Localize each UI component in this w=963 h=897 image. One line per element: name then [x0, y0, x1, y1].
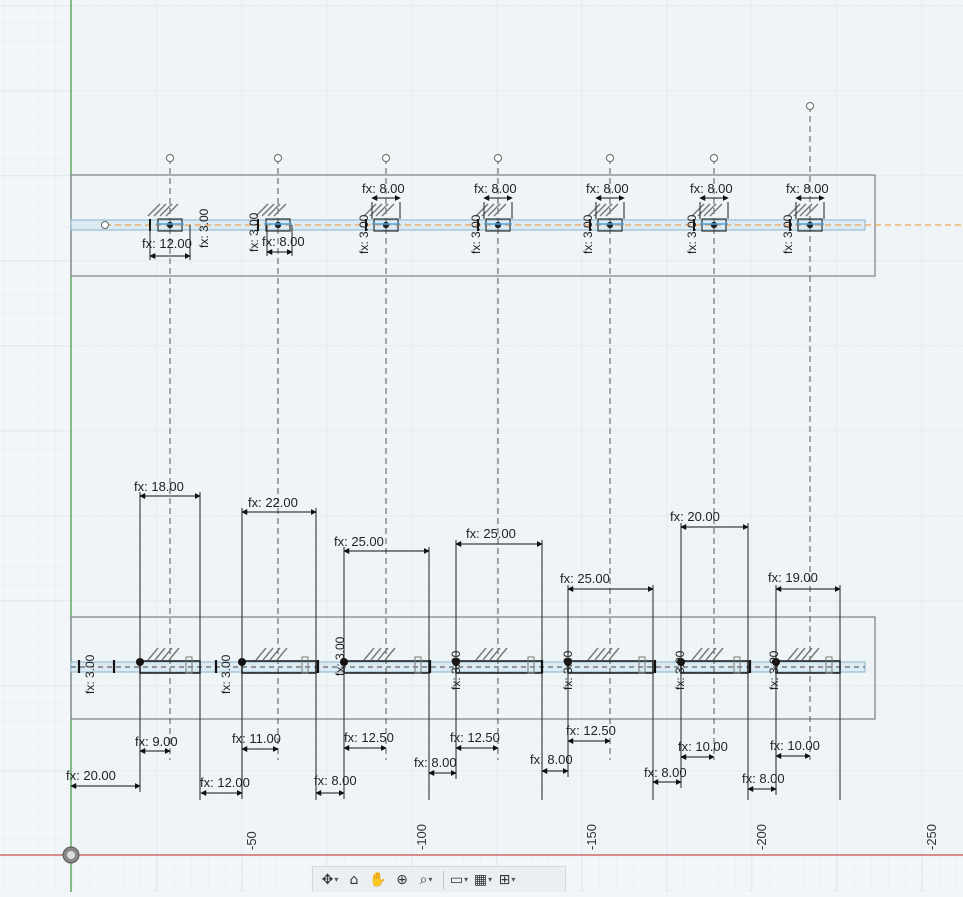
chevron-down-icon: ▾: [428, 875, 433, 884]
hole-center-point: [275, 222, 281, 228]
orbit-icon: ✥: [321, 871, 334, 888]
bottom-vdim-label: fx: 3.00: [767, 650, 781, 690]
bottom-dim-label-gap: fx: 8.00: [414, 755, 457, 770]
bottom-dim-label-above: fx: 25.00: [334, 534, 384, 549]
viewports-icon: ⊞: [498, 871, 511, 888]
axis-tick-label: -250: [924, 823, 939, 850]
axis-tick-label: -150: [584, 823, 599, 850]
top-vdim-label: fx: 3.00: [581, 214, 595, 254]
grid-icon: ▦: [473, 871, 488, 888]
bottom-dim-label-center: fx: 10.00: [770, 738, 820, 753]
bottom-vdim-label: fx: 3.00: [561, 650, 575, 690]
fit-button[interactable]: [415, 869, 437, 891]
look-at-button[interactable]: [343, 869, 365, 891]
chevron-down-icon: ▾: [464, 875, 469, 884]
bottom-dim-label-gap: fx: 20.00: [66, 768, 116, 783]
navigation-toolbar: [312, 866, 566, 892]
chevron-down-icon: ▾: [488, 875, 493, 884]
bottom-dim-label-above: fx: 25.00: [560, 571, 610, 586]
fit-icon: ⌕: [419, 871, 428, 888]
zoom-icon: ⊕: [396, 871, 408, 888]
top-dim-label: fx: 8.00: [362, 181, 405, 196]
bottom-dim-label-gap: fx: 12.00: [200, 775, 250, 790]
bottom-vdim-label: fx: 3.00: [219, 654, 233, 694]
toolbar-separator: [443, 871, 444, 889]
display-icon: ▭: [449, 871, 464, 888]
top-dim-label: fx: 8.00: [786, 181, 829, 196]
bottom-vdim-label: fx: 3.00: [83, 654, 97, 694]
bottom-dim-label-center: fx: 12.50: [344, 730, 394, 745]
axis-tick-label: -200: [754, 823, 769, 850]
sketch-point: [383, 155, 390, 162]
sketch-point: [607, 155, 614, 162]
bottom-dim-label-gap: fx: 8.00: [530, 752, 573, 767]
bottom-dim-label-center: fx: 11.00: [232, 731, 281, 746]
sketch-point: [275, 155, 282, 162]
viewports-button[interactable]: [496, 869, 518, 891]
hole-center-point: [383, 222, 389, 228]
bottom-dim-label-center: fx: 9.00: [135, 734, 178, 749]
bottom-dim-label-gap: fx: 8.00: [644, 765, 687, 780]
hole-center-point: [711, 222, 717, 228]
bottom-dim-label-above: fx: 18.00: [134, 479, 184, 494]
hole-center-point: [495, 222, 501, 228]
hole-center-point: [167, 222, 173, 228]
origin-icon[interactable]: [63, 847, 79, 863]
sketch-point: [167, 155, 174, 162]
chevron-down-icon: ▾: [511, 875, 516, 884]
top-dim-label-second: fx: 8.00: [262, 234, 305, 249]
hole-center-point: [807, 222, 813, 228]
bottom-dim-label-center: fx: 10.00: [678, 739, 728, 754]
sketch-region-shade: [71, 0, 963, 855]
bottom-dim-label-gap: fx: 8.00: [742, 771, 785, 786]
bottom-dim-label-above: fx: 19.00: [768, 570, 818, 585]
look-at-icon: ⌂: [349, 871, 359, 888]
grid-settings-button[interactable]: [472, 869, 494, 891]
top-dim-label: fx: 8.00: [690, 181, 733, 196]
axis-tick-label: -50: [244, 831, 259, 850]
pan-icon: ✋: [369, 871, 387, 888]
sketch-point: [807, 103, 814, 110]
bottom-vdim-label: fx: 3.00: [333, 636, 347, 676]
zoom-button[interactable]: [391, 869, 413, 891]
bottom-dim-label-center: fx: 12.50: [566, 723, 616, 738]
bottom-dim-label-gap: fx: 8.00: [314, 773, 357, 788]
sketch-point: [495, 155, 502, 162]
bottom-dim-label-above: fx: 25.00: [466, 526, 516, 541]
top-dim-label: fx: 8.00: [586, 181, 629, 196]
pan-button[interactable]: [367, 869, 389, 891]
top-dim-label-first: fx: 12.00: [142, 236, 192, 251]
bottom-vdim-label: fx: 3.00: [449, 650, 463, 690]
top-vdim-label: fx: 3.00: [247, 212, 261, 252]
display-settings-button[interactable]: [448, 869, 470, 891]
top-dim-label: fx: 8.00: [474, 181, 517, 196]
axis-tick-label: -100: [414, 823, 429, 850]
bottom-dim-label-above: fx: 20.00: [670, 509, 720, 524]
chevron-down-icon: ▾: [334, 875, 339, 884]
top-vdim-label: fx: 3.00: [357, 214, 371, 254]
bottom-dim-label-above: fx: 22.00: [248, 495, 298, 510]
top-vdim-label: fx: 3.00: [197, 208, 211, 248]
hole-center-point: [607, 222, 613, 228]
bottom-vdim-label: fx: 3.00: [673, 650, 687, 690]
orbit-button[interactable]: [319, 869, 341, 891]
top-vdim-label: fx: 3.00: [781, 214, 795, 254]
bottom-dim-label-center: fx: 12.50: [450, 730, 500, 745]
sketch-point: [711, 155, 718, 162]
top-vdim-label: fx: 3.00: [469, 214, 483, 254]
top-vdim-label: fx: 3.00: [685, 214, 699, 254]
